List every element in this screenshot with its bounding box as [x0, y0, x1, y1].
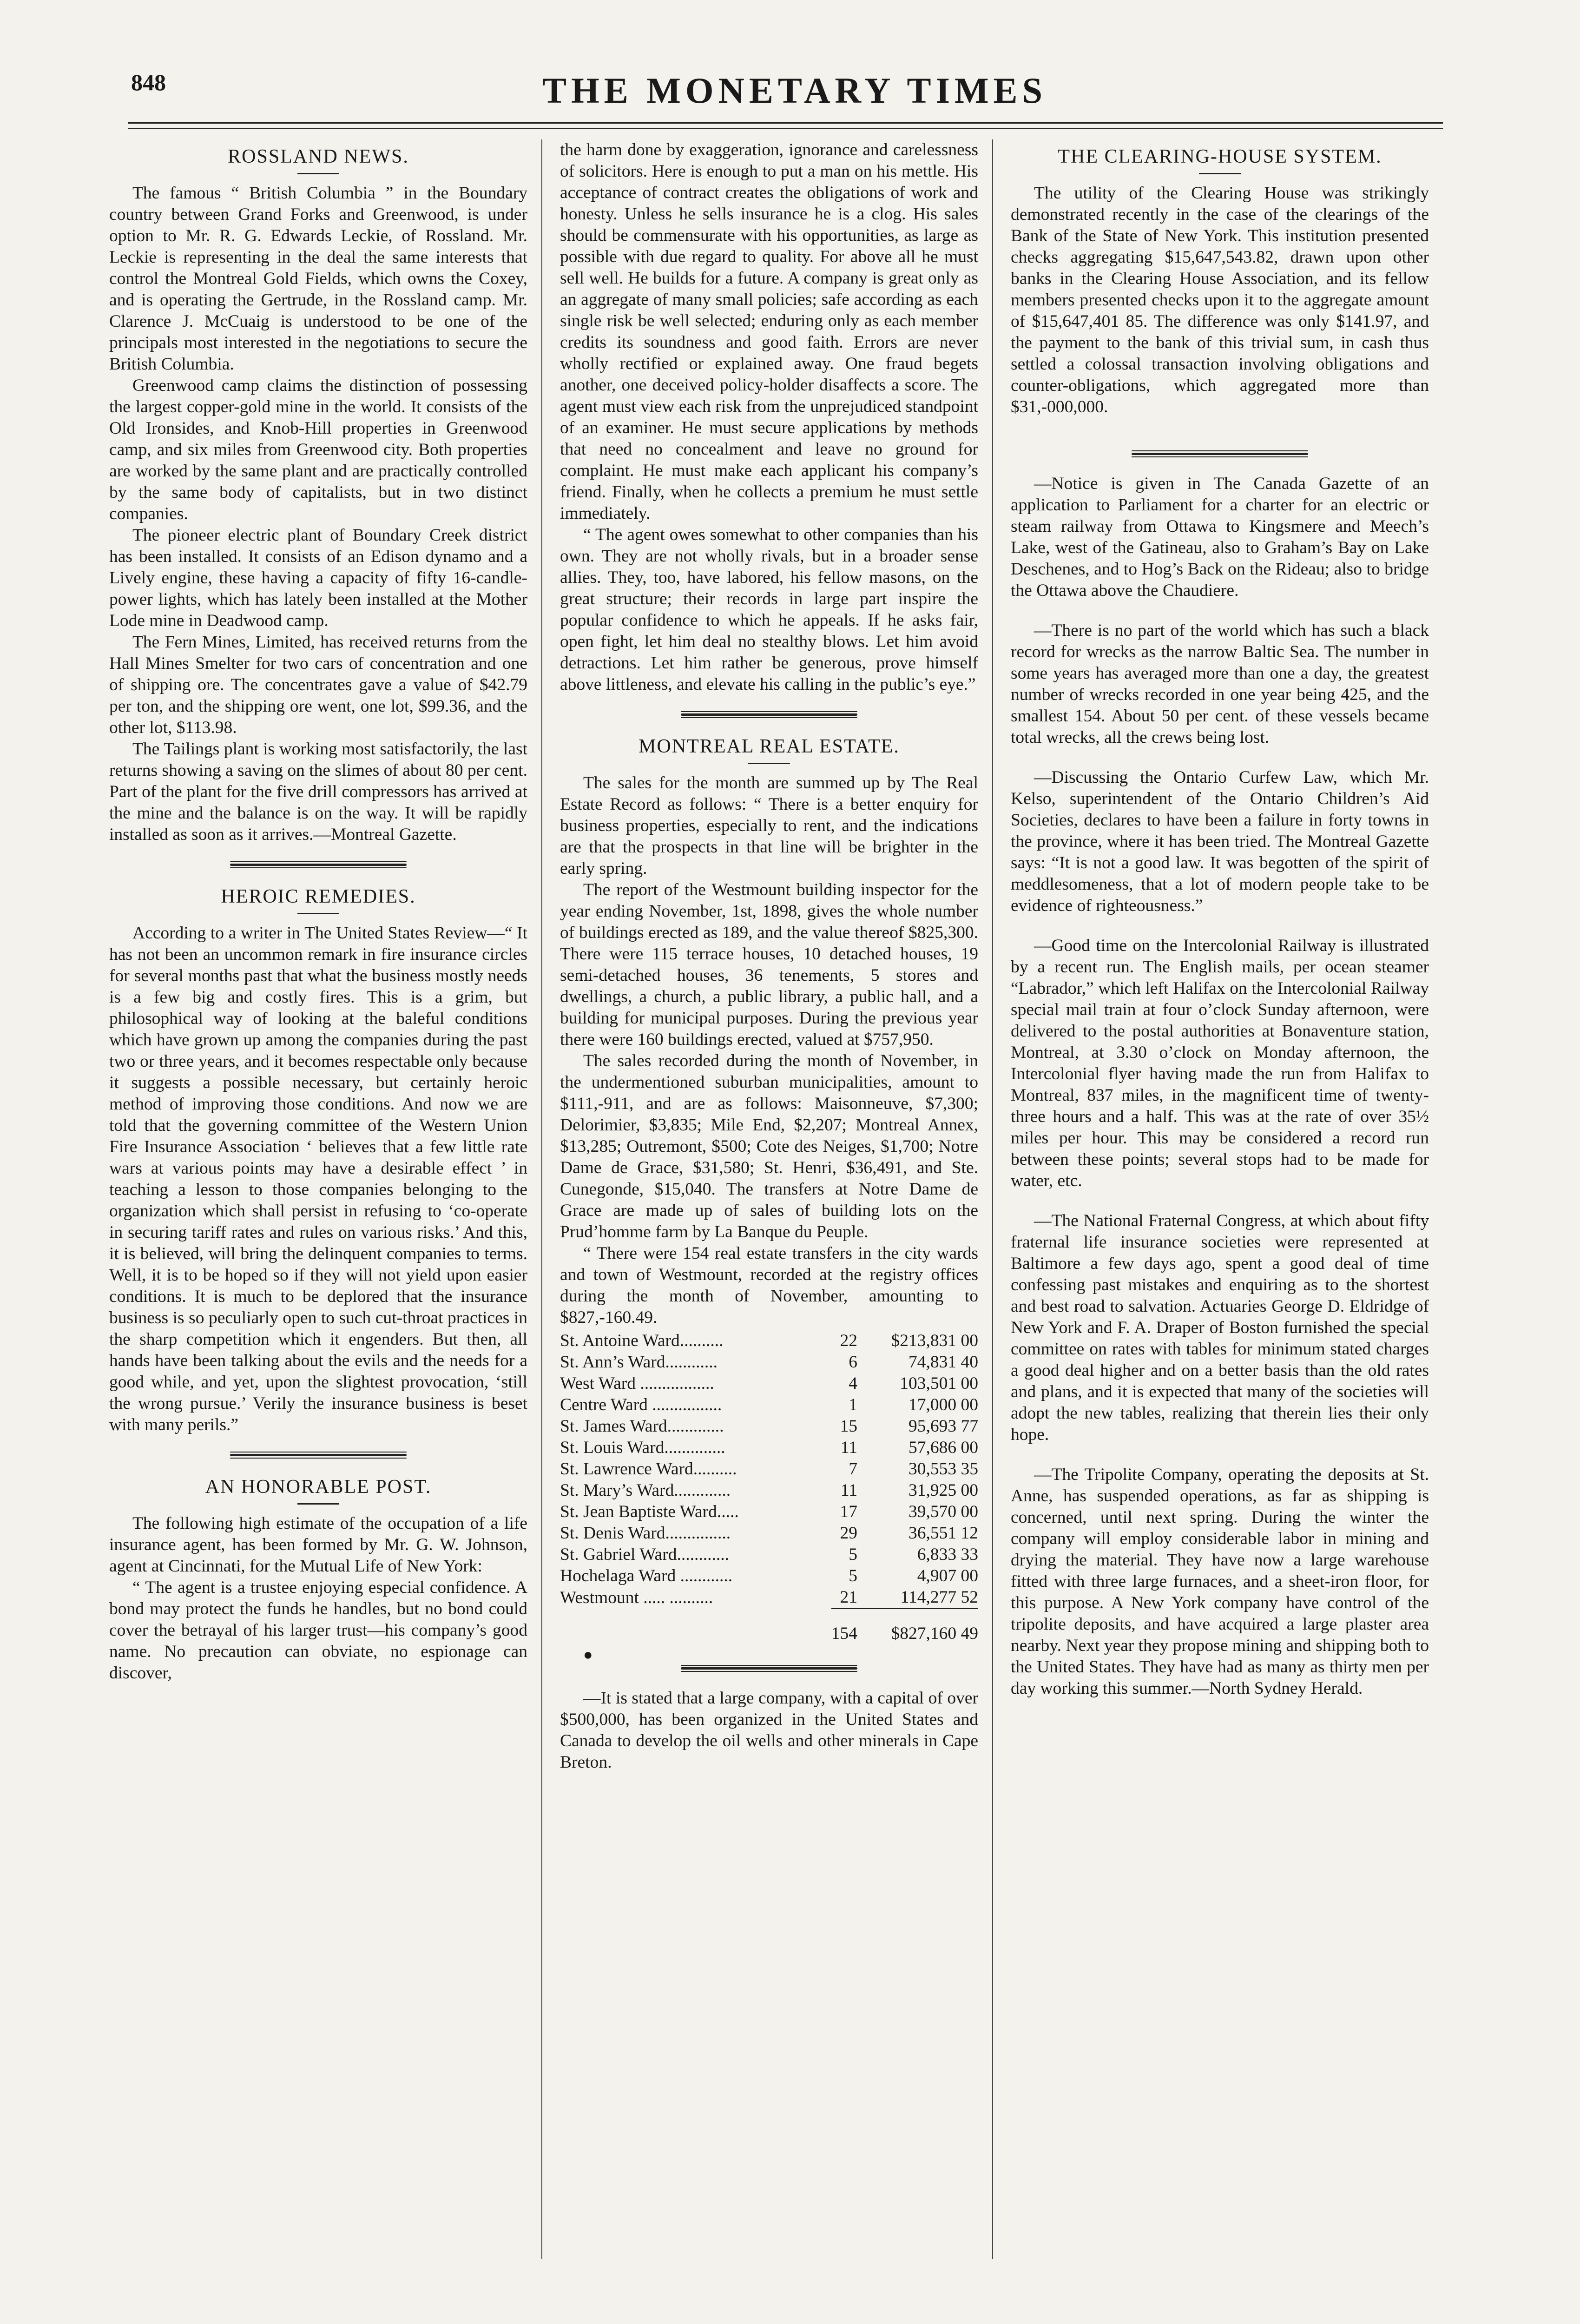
column-2	[560, 139, 978, 2278]
header-rule	[128, 122, 1443, 124]
title-rule	[297, 173, 339, 174]
ward-name: Westmount ..... ..........	[560, 1588, 713, 1607]
table-row	[560, 1330, 978, 1352]
ward-name: St. Gabriel Ward............	[560, 1545, 729, 1564]
ward-amount: 95,693 77	[908, 1417, 978, 1436]
ward-count: 6	[849, 1353, 857, 1372]
ward-count: 22	[840, 1331, 857, 1350]
cape-breton-note: —It is stated that a large company, with a capital of over $500,000, has been organized in the United States and Canada to develop the oil wells and other minerals in Cape Breton.	[560, 1689, 978, 1772]
montreal-real-estate-title: MONTREAL REAL ESTATE.	[639, 736, 900, 757]
rossland-news-title: ROSSLAND NEWS.	[228, 146, 409, 167]
ward-name: St. Jean Baptiste Ward.....	[560, 1502, 739, 1521]
news-note: —Notice is given in The Canada Gazette of an application to Parliament for a charter for an electric or steam railway from Ottawa to Kingsmere and Meech’s Lake, west of the Gatineau, also to Graham’s Bay on Lake Deschenes, and to Hog’s Back on the Rideau; also to bridge the Ottawa above the Chaudiere.	[1011, 474, 1429, 600]
table-row	[560, 1459, 978, 1480]
montreal-paragraph: The report of the Westmount building inspector for the year ending November, 1st, 1898, gives the whole number of buildings erected as 189, and the value thereof $825,300. There were 115 terrace houses, 10 detached houses, 19 semi-detached houses, 36 tenements, 5 stores and dwellings, a church, a public library, a public hall, and a building for municipal purposes. During the previous year there were 160 buildings erected, valued at $757,950.	[560, 880, 978, 1049]
ward-name: St. Louis Ward..............	[560, 1438, 725, 1457]
section-separator	[230, 861, 407, 868]
ward-name: St. Antoine Ward..........	[560, 1331, 724, 1350]
rossland-paragraph: Greenwood camp claims the distinction of possessing the largest copper-gold mine in the world. It consists of the Old Ironsides, and Knob-Hill properties in Greenwood camp, and six miles from Greenwood city. Both properties are worked by the same plant and are practically controlled by the same body of capitalists, but in two distinct companies.	[109, 376, 527, 523]
ward-count: 11	[840, 1481, 857, 1500]
table-row	[560, 1501, 978, 1523]
ward-amount: 17,000 00	[908, 1395, 978, 1414]
montreal-paragraph: “ There were 154 real estate transfers in the city wards and town of Westmount, recorded at the registry offices during the month of November, amounting to $827,-160.49.	[560, 1244, 978, 1327]
ward-amount: 30,553 35	[908, 1459, 978, 1479]
ward-count: 15	[840, 1417, 857, 1436]
clearing-house-title: THE CLEARING-HOUSE SYSTEM.	[1058, 146, 1382, 167]
ward-transfers-table	[560, 1330, 978, 1644]
section-separator	[681, 711, 857, 718]
ward-amount: 36,551 12	[908, 1524, 978, 1543]
title-rule	[1199, 173, 1241, 174]
bullet-ornament: ●	[583, 1646, 593, 1664]
ward-name: St. Lawrence Ward..........	[560, 1459, 737, 1479]
ward-amount: 6,833 33	[917, 1545, 978, 1564]
ward-amount: 4,907 00	[917, 1566, 978, 1585]
ward-amount: 39,570 00	[908, 1502, 978, 1521]
section-separator	[681, 1665, 857, 1672]
rossland-paragraph: The famous “ British Columbia ” in the Boundary country between Grand Forks and Greenwood, is under option to Mr. R. G. Edwards Leckie, of Rossland. Mr. Leckie is representing in the deal the same interests that control the Montreal Gold Fields, which owns the Coxey, and is operating the Gertrude, in the Rossland camp. Mr. Clarence J. McCuaig is understood to be one of the principals most interested in the negotiations to secure the British Columbia.	[109, 184, 527, 374]
column-1	[109, 139, 527, 2278]
ward-count: 7	[849, 1459, 857, 1479]
table-row	[560, 1394, 978, 1416]
news-note: —The National Fraternal Congress, at which about fifty fraternal life insurance societies were represented at Baltimore a few days ago, spent a good deal of time confessing past mistakes and enquiring as to the shortest and best road to salvation. Actuaries George D. Eldridge of New York and F. A. Draper of Boston furnished the special committee on rates with tables for minimum stated charges a good deal higher and on a better basis than the old rates and plans, and it is expected that many of the societies will adopt the new tables, realizing that therein lies their only hope.	[1011, 1211, 1429, 1444]
honorable-paragraph: The following high estimate of the occupation of a life insurance agent, has been formed by Mr. G. W. Johnson, agent at Cincinnati, for the Mutual Life of New York:	[109, 1514, 527, 1576]
title-rule	[297, 1503, 339, 1505]
header-rule-thin	[128, 128, 1443, 129]
ward-amount: 114,277 52	[900, 1588, 978, 1607]
ward-count: 1	[849, 1395, 857, 1414]
ward-count: 21	[840, 1588, 857, 1607]
total-row	[560, 1609, 978, 1644]
table-row	[560, 1352, 978, 1373]
total-amount: $827,160 49	[857, 1609, 978, 1644]
ward-amount: $213,831 00	[891, 1331, 978, 1350]
column-3	[1011, 139, 1429, 2278]
montreal-paragraph: The sales recorded during the month of November, in the undermentioned suburban municipalities, amount to $111,-911, and are as follows: Maisonneuve, $7,300; Delorimier, $3,835; Mile End, $2,207; Montreal Annex, $13,285; Outremont, $500; Cote des Neiges, $1,700; Notre Dame de Grace, $31,580; St. Henri, $36,491, and Ste. Cunegonde, $15,040. The transfers at Notre Dame de Grace are made up of sales of building lots on the Prud’homme farm by La Banque du Peuple.	[560, 1051, 978, 1241]
column-divider	[992, 139, 993, 2259]
ward-name: St. James Ward.............	[560, 1417, 724, 1436]
table-row	[560, 1437, 978, 1459]
table-row	[560, 1544, 978, 1565]
ward-amount: 57,686 00	[908, 1438, 978, 1457]
ward-count: 29	[840, 1524, 857, 1543]
honorable-continued: “ The agent owes somewhat to other companies than his own. They are not wholly rivals, but in a broader sense allies. They, too, have labored, his fellow masons, on the great structure; their records in large part inspire the popular confidence to which he appeals. If he asks fair, open fight, let him deal no stealthy blows. Let him avoid detractions. Let him rather be generous, prove himself above littleness, and elevate his calling in the public’s eye.”	[560, 525, 978, 694]
section-separator	[230, 1452, 407, 1459]
ward-amount: 103,501 00	[900, 1374, 978, 1393]
masthead: THE MONETARY TIMES	[542, 70, 1047, 111]
table-row	[560, 1480, 978, 1501]
ward-count: 17	[840, 1502, 857, 1521]
section-separator	[1132, 450, 1308, 457]
news-note: —Discussing the Ontario Curfew Law, which Mr. Kelso, superintendent of the Ontario Children’s Aid Societies, declares to have been a failure in forty towns in the province, where it has been tried. The Montreal Gazette says: “It is not a good law. It was begotten of the spirit of meddlesomeness, that a lot of modern people take to be evidence of righteousness.”	[1011, 768, 1429, 915]
news-note: —There is no part of the world which has such a black record for wrecks as the narrow Baltic Sea. The number in some years has averaged more than one a day, the greatest number of wrecks recorded in one year being 425, and the smallest 154. About 50 per cent. of these vessels became total wrecks, all the crews being lost.	[1011, 621, 1429, 747]
ward-count: 4	[849, 1374, 857, 1393]
ward-count: 5	[849, 1545, 857, 1564]
ward-name: West Ward .................	[560, 1374, 714, 1393]
rossland-paragraph: The pioneer electric plant of Boundary Creek district has been installed. It consists of an Edison dynamo and a Lively engine, these having a capacity of fifty 16-candle-power lights, which has lately been installed at the Mother Lode mine in Deadwood camp.	[109, 526, 527, 630]
ward-count: 11	[840, 1438, 857, 1457]
honorable-continued: the harm done by exaggeration, ignorance and carelessness of solicitors. Here is enough to put a man on his mettle. His acceptance of contract creates the obligations of work and honesty. Unless he sells insurance he is a clog. His sales should be commensurate with his opportunities, as large as possible with due regard to quality. For above all he must sell well. He builds for a future. A company is great only as an aggregate of many small policies; safe according as each single risk be well selected; enduring only as each member credits its soundness and good faith. Errors are never wholly rectified or explained away. One fraud begets another, one deceived policy-holder disaffects a score. The agent must view each risk from the unprejudiced standpoint of an examiner. He must secure applications by methods that need no concealment and leave no ground for complaint. He must make each applicant his company’s friend. Finally, when he collects a premium he must settle immediately.	[560, 140, 978, 523]
rossland-paragraph: The Fern Mines, Limited, has received returns from the Hall Mines Smelter for two cars of concentration and one of shipping ore. The concentrates gave a value of $42.79 per ton, and the shipping ore went, one lot, $99.36, and the other lot, $113.98.	[109, 633, 527, 737]
ward-name: Centre Ward ................	[560, 1395, 722, 1414]
heroic-paragraph: According to a writer in The United States Review—“ It has not been an uncommon remark in fire insurance circles for several months past that what the business mostly needs is a few big and costly fires. This is a grim, but philosophical way of looking at the baleful conditions which have grown up among the companies during the past two or three years, and it becomes respectable only because it suggests a possible necessary, but certainly heroic method of improving those conditions. And now we are told that the governing committee of the Western Union Fire Insurance Association ‘ believes that a few little rate wars at various points may have a desirable effect ’ in teaching a lesson to those companies belonging to the organization which shall persist in refusing to ‘co-operate in securing tariff rates and rules on various risks.’ And this, it is believed, will bring the delinquent companies to terms. Well, it is to be hoped so if they will not yield upon easier conditions. It is much to be deplored that the insurance business is so peculiarly open to such cut-throat practices in the sharp competition which it engenders. But then, all hands have been talking about the evils and the needs for a good while, and yet, upon the slightest provocation, ‘still the wrong pursue.’ Verily the insurance business is beset with many perils.”	[109, 924, 527, 1434]
news-note: —The Tripolite Company, operating the deposits at St. Anne, has suspended operations, as far as shipping is concerned, until next spring. During the winter the company will employ considerable labor in mining and drying the material. They have now a large warehouse fitted with three large furnaces, and a sheet-iron floor, for this purpose. A New York company have control of the tripolite deposits, and have acquired a large plaster area nearby. Next year they propose mining and shipping both to the United States. They have had as many as thirty men per day working this summer.—North Sydney Herald.	[1011, 1465, 1429, 1698]
news-note: —Good time on the Intercolonial Railway is illustrated by a recent run. The English mails, per ocean steamer “Labrador,” which left Halifax on the Intercolonial Railway special mail train at four o’clock Sunday afternoon, were delivered to the postal authorities at Bonaventure station, Montreal, at 3.30 o’clock on Monday afternoon, the Intercolonial flyer having made the run from Halifax to Montreal, 837 miles, in the magnificent time of twenty-three hours and a half. This was at the rate of over 35½ miles per hour. This may be considered a record run between these points; several stops had to be made for water, etc.	[1011, 936, 1429, 1190]
title-rule	[297, 913, 339, 914]
ward-name: Hochelaga Ward ............	[560, 1566, 733, 1585]
page-number: 848	[131, 69, 166, 95]
ward-name: St. Denis Ward...............	[560, 1524, 731, 1543]
rossland-paragraph: The Tailings plant is working most satisfactorily, the last returns showing a saving on the slimes of about 80 per cent. Part of the plant for the five drill compressors has arrived at the mine and the balance is on the way. It will be rapidly installed as soon as it arrives.—Montreal Gazette.	[109, 739, 527, 844]
table-row	[560, 1565, 978, 1587]
montreal-paragraph: The sales for the month are summed up by The Real Estate Record as follows: “ There is a better enquiry for business properties, especially to rent, and the indications are that the prospects in that line will be brighter in the early spring.	[560, 773, 978, 878]
ward-amount: 74,831 40	[908, 1353, 978, 1372]
column-divider	[541, 139, 542, 2259]
table-row	[560, 1523, 978, 1544]
total-count: 154	[831, 1609, 857, 1644]
ward-amount: 31,925 00	[908, 1481, 978, 1500]
ward-name: St. Ann’s Ward............	[560, 1353, 718, 1372]
table-row	[560, 1373, 978, 1394]
clearing-house-paragraph: The utility of the Clearing House was strikingly demonstrated recently in the case of the clearings of the Bank of the State of New York. This institution presented checks aggregating $15,647,543.82, drawn upon other banks in the Clearing House Association, and its fellow members presented checks upon it to the aggregate amount of $15,647,401 85. The difference was only $141.97, and the payment to the bank of this trivial sum, in cash thus settled a colossal transaction involving obligations and counter-obligations, which aggregated more than $31,-000,000.	[1011, 184, 1429, 416]
table-row	[560, 1416, 978, 1437]
ward-name: St. Mary’s Ward.............	[560, 1481, 731, 1500]
ward-count: 5	[849, 1566, 857, 1585]
title-rule	[748, 763, 790, 764]
honorable-paragraph: “ The agent is a trustee enjoying especial confidence. A bond may protect the funds he handles, but no bond could cover the betrayal of his larger trust—his company’s good name. No precaution can obviate, no espionage can discover,	[109, 1578, 527, 1683]
heroic-remedies-title: HEROIC REMEDIES.	[221, 886, 416, 907]
table-row	[560, 1587, 978, 1609]
honorable-post-title: AN HONORABLE POST.	[205, 1476, 432, 1498]
